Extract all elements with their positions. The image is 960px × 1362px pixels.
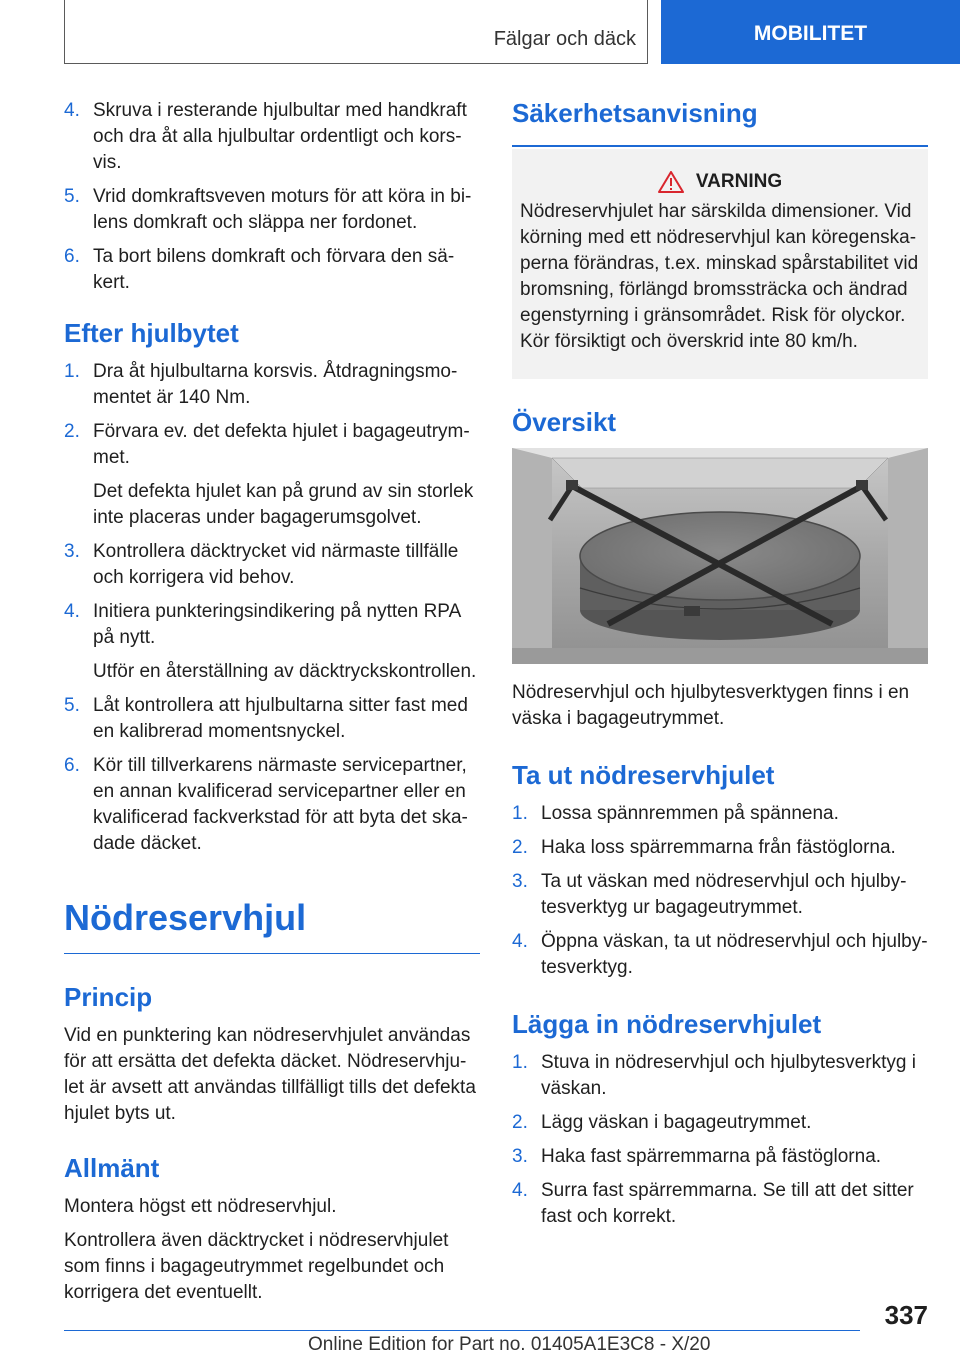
warning-box	[512, 147, 928, 379]
footer-edition: Online Edition for Part no. 01405A1E3C8 - X/20	[308, 1334, 711, 1355]
list-item: 1. Dra åt hjulbultarna korsvis. Åtdragningsmo-mentet är 140 Nm.	[64, 361, 458, 408]
main-heading-spare-wheel: Nödreservhjul	[64, 897, 480, 954]
warning-label: VARNING	[695, 171, 783, 192]
list-item: 6. Ta bort bilens domkraft och förvara den sä-kert.	[64, 246, 455, 293]
principle-text: Vid en punktering kan nödreservhjulet användas för att ersätta det defekta däcket. Nödreservhju-let är avsett att användas tillfälligt tills det defekta hjulet byts ut.	[64, 1025, 476, 1124]
warning-header	[520, 171, 920, 193]
heading-after-wheel-change: Efter hjulbytet	[64, 318, 239, 348]
header-section-title: Fälgar och däck	[493, 28, 636, 50]
header-chapter-tab: MOBILITET	[661, 0, 960, 64]
heading-safety: Säkerhetsanvisning	[512, 98, 928, 147]
list-item: 2. Förvara ev. det defekta hjulet i bagageutrym-met. Det defekta hjulet kan på grund av sin storlek inte placeras under bagagerumsgolvet.	[64, 421, 474, 528]
list-item: 6. Kör till tillverkarens närmaste servicepartner, en annan kvalificerad servicepartner eller en kvalificerad fackverkstad för att byta det ska-dade däcket.	[64, 755, 468, 854]
steps-list-continued	[64, 98, 480, 296]
insert-steps-list	[512, 1050, 928, 1230]
list-item: 3. Ta ut väskan med nödreservhjul och hjulby-tesverktyg ur bagageutrymmet.	[512, 871, 907, 918]
heading-insert-spare: Lägga in nödreservhjulet	[512, 1009, 822, 1039]
heading-overview: Översikt	[512, 407, 617, 437]
list-item: 5. Låt kontrollera att hjulbultarna sitter fast med en kalibrerad momentsnyckel.	[64, 695, 468, 742]
warning-text: Nödreservhjulet har särskilda dimensioner. Vid körning med ett nödreservhjul kan köregenska-perna förändras, t.ex. minskad spårstabilitet vid bromsning, förlängd bromssträcka och ändrad egenstyrning i gränsområdet. Risk för olyckor. Kör försiktigt och överskrid inte 80 km/h.	[520, 201, 919, 352]
warning-triangle-icon	[658, 171, 684, 193]
right-column	[512, 98, 928, 1238]
list-item: 2. Haka loss spärremmarna från fästöglorna.	[512, 837, 896, 858]
list-item: 4. Initiera punkteringsindikering på nytten RPA på nytt. Utför en återställning av däcktryckskontrollen.	[64, 601, 477, 682]
general-text-2: Kontrollera även däcktrycket i nödreservhjulet som finns i bagageutrymmet regelbundet och korrigera det eventuellt.	[64, 1230, 449, 1303]
page-number: 337	[884, 1300, 928, 1330]
heading-principle: Princip	[64, 982, 153, 1012]
list-item: 2. Lägg väskan i bagageutrymmet.	[512, 1112, 812, 1133]
general-text-1: Montera högst ett nödreservhjul.	[64, 1196, 337, 1217]
list-item: 4. Surra fast spärremmarna. Se till att det sitter fast och korrekt.	[512, 1180, 914, 1227]
heading-general: Allmänt	[64, 1153, 160, 1183]
list-item: 1. Stuva in nödreservhjul och hjulbytesverktyg i väskan.	[512, 1052, 916, 1099]
remove-steps-list	[512, 801, 928, 981]
list-item: 3. Kontrollera däcktrycket vid närmaste tillfälle och korrigera vid behov.	[64, 541, 459, 588]
left-column	[64, 98, 480, 1314]
list-item: 4. Skruva i resterande hjulbultar med handkraft och dra åt alla hjulbultar ordentligt och kors-vis.	[64, 100, 467, 173]
list-item: 1. Lossa spännremmen på spännena.	[512, 803, 839, 824]
list-item: 4. Öppna väskan, ta ut nödreservhjul och hjulby-tesverktyg.	[512, 931, 928, 978]
heading-remove-spare: Ta ut nödreservhjulet	[512, 760, 775, 790]
photo-caption: Nödreservhjul och hjulbytesverktygen finns i en väska i bagageutrymmet.	[512, 682, 910, 729]
spare-wheel-photo	[512, 448, 928, 664]
list-item: 5. Vrid domkraftsveven moturs för att köra in bi-lens domkraft och släppa ner fordonet.	[64, 186, 472, 233]
after-steps-list	[64, 359, 480, 857]
list-item: 3. Haka fast spärremmarna på fästöglorna.	[512, 1146, 882, 1167]
footer-divider	[64, 1330, 860, 1331]
